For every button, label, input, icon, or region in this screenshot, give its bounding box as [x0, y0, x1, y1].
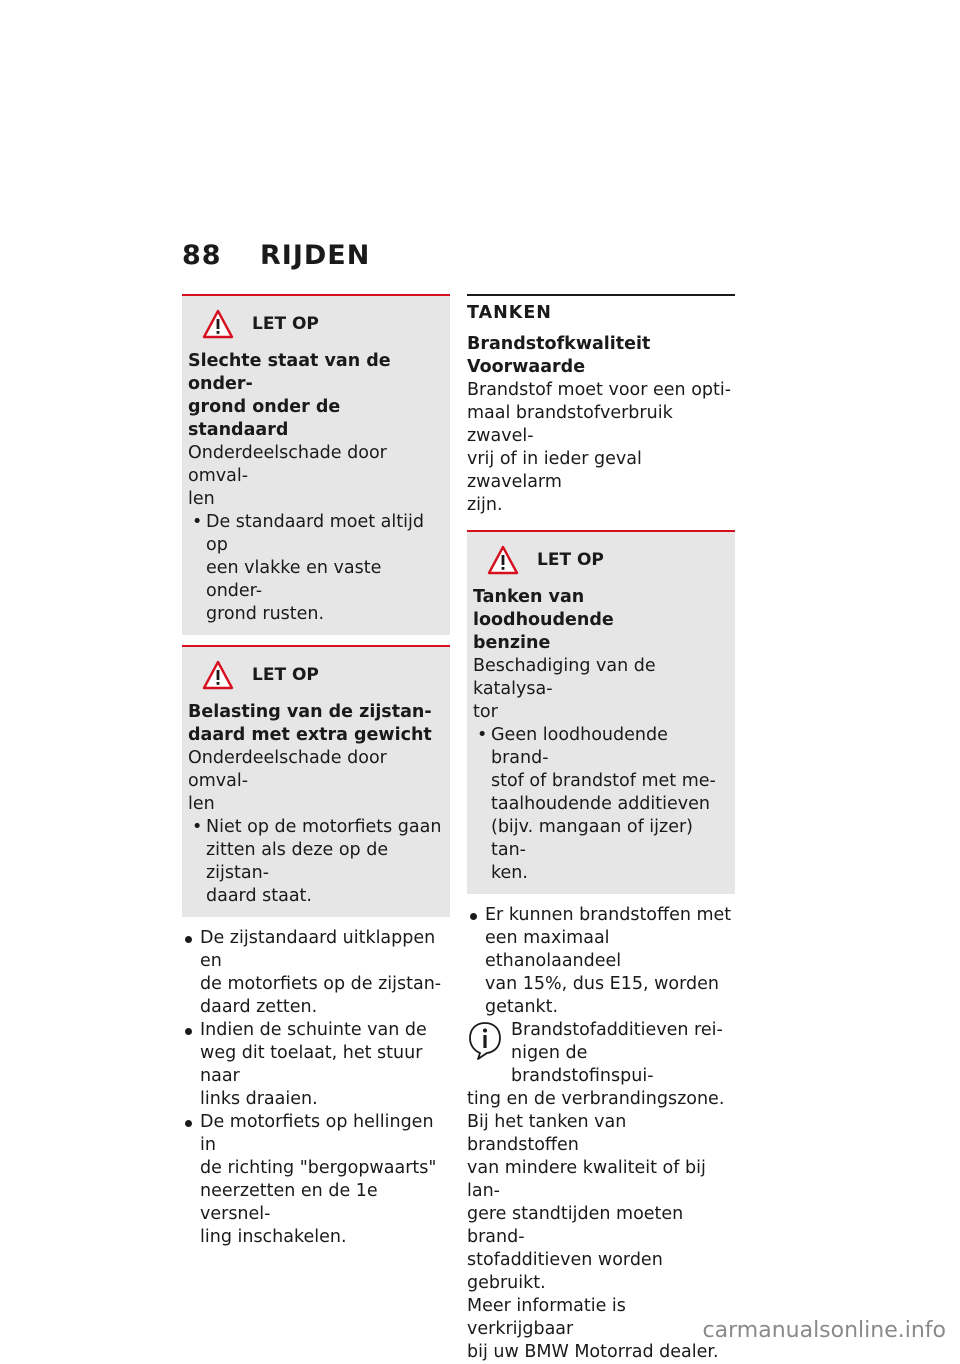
- warning-label: LET OP: [252, 313, 319, 334]
- warning-header: [487, 544, 727, 576]
- text-line: maal brandstofverbruik zwavel-: [467, 403, 673, 446]
- text-line: ling inschakelen.: [200, 1227, 347, 1247]
- warning-box-loodhoudend: [467, 530, 735, 894]
- step-item: [182, 1019, 450, 1111]
- section-heading: RIJDEN: [260, 240, 371, 271]
- warning-consequence: [473, 655, 727, 724]
- info-text-indented: [467, 1019, 735, 1088]
- text-line: Brandstof moet voor een opti-: [467, 380, 732, 400]
- text-line: De motorfiets op hellingen in: [200, 1112, 434, 1155]
- text-line: Er kunnen brandstoffen met: [485, 905, 732, 925]
- text-line: een vlakke en vaste onder-: [206, 558, 382, 601]
- text-line: Slechte staat van de onder-: [188, 351, 391, 394]
- text-line: gere standtijden moeten brand-: [467, 1204, 684, 1247]
- text-line: stof of brandstof met me-: [491, 771, 716, 791]
- warning-measure: [473, 724, 727, 885]
- text-line: de motorfiets op de zijstan-: [200, 974, 442, 994]
- text-line: grond rusten.: [206, 604, 325, 624]
- text-line: Indien de schuinte van de: [200, 1020, 427, 1040]
- info-icon: [467, 1021, 503, 1061]
- text-line: van 15%, dus E15, worden: [485, 974, 719, 994]
- text-line: van mindere kwaliteit of bij lan-: [467, 1158, 706, 1201]
- text-line: De zijstandaard uitklappen en: [200, 928, 436, 971]
- text-line: zijn.: [467, 495, 503, 515]
- text-line: de richting "bergopwaarts": [200, 1158, 437, 1178]
- text-line: ting en de verbrandingszone.: [467, 1089, 725, 1109]
- text-line: Onderdeelschade door omval-: [188, 443, 387, 486]
- text-line: getankt.: [485, 997, 559, 1017]
- warning-consequence: [188, 442, 442, 511]
- prerequisite-text: [467, 379, 735, 517]
- text-line: vrij of in ieder geval zwavelarm: [467, 449, 642, 492]
- text-line: daard zetten.: [200, 997, 318, 1017]
- watermark: carmanualsonline.info: [702, 1318, 946, 1343]
- warning-title: [188, 701, 442, 747]
- text-line: bij uw BMW Motorrad dealer.: [467, 1342, 719, 1362]
- text-line: grond onder de standaard: [188, 397, 341, 440]
- warning-triangle-icon: [202, 660, 234, 690]
- step-item: [182, 1111, 450, 1249]
- step-item: [467, 904, 735, 1019]
- text-line: • De standaard moet altijd op: [206, 512, 424, 555]
- warning-consequence: [188, 747, 442, 816]
- text-line: benzine: [473, 633, 551, 653]
- text-line: taalhoudende additieven: [491, 794, 710, 814]
- warning-label: LET OP: [252, 664, 319, 685]
- text-line: Belasting van de zijstan-: [188, 702, 432, 722]
- text-line: tor: [473, 702, 498, 722]
- text-line: een maximaal ethanolaandeel: [485, 928, 622, 971]
- warning-header: [202, 308, 442, 340]
- prerequisite-title: Voorwaarde: [467, 357, 586, 377]
- info-note: [467, 1019, 735, 1364]
- warning-measure: [188, 816, 442, 908]
- text-line: links draaien.: [200, 1089, 318, 1109]
- left-column: [182, 294, 450, 1249]
- text-line: daard staat.: [206, 886, 312, 906]
- text-line: ken.: [491, 863, 528, 883]
- text-line: (bijv. mangaan of ijzer) tan-: [491, 817, 693, 860]
- warning-box-zijstandaard: [182, 645, 450, 917]
- text-line: Beschadiging van de katalysa-: [473, 656, 656, 699]
- text-line: Brandstofadditieven rei-: [511, 1020, 723, 1040]
- section-title: TANKEN: [467, 294, 735, 325]
- text-line: nigen de brandstofinspui-: [511, 1043, 654, 1086]
- text-line: Meer informatie is verkrijgbaar: [467, 1296, 626, 1339]
- page-header: [182, 240, 370, 271]
- warning-label: LET OP: [537, 549, 604, 570]
- text-line: • Geen loodhoudende brand-: [491, 725, 668, 768]
- warning-triangle-icon: [487, 545, 519, 575]
- text-line: Bij het tanken van brandstoffen: [467, 1112, 627, 1155]
- text-line: len: [188, 489, 215, 509]
- text-line: Onderdeelschade door omval-: [188, 748, 387, 791]
- warning-title: [188, 350, 442, 442]
- step-item: [182, 927, 450, 1019]
- warning-header: [202, 659, 442, 691]
- info-text: [467, 1088, 735, 1364]
- text-line: daard met extra gewicht: [188, 725, 432, 745]
- text-line: Tanken van loodhoudende: [473, 587, 614, 630]
- text-line: • Niet op de motorfiets gaan: [206, 817, 442, 837]
- page-number: 88: [182, 240, 222, 271]
- warning-measure: [188, 511, 442, 626]
- text-line: weg dit toelaat, het stuur naar: [200, 1043, 423, 1086]
- warning-triangle-icon: [202, 309, 234, 339]
- text-line: len: [188, 794, 215, 814]
- right-column: [467, 294, 735, 1364]
- warning-box-standaard: [182, 294, 450, 635]
- text-line: zitten als deze op de zijstan-: [206, 840, 389, 883]
- warning-title: [473, 586, 727, 655]
- text-line: stofadditieven worden gebruikt.: [467, 1250, 663, 1293]
- subsection-title: Brandstofkwaliteit: [467, 334, 651, 354]
- text-line: neerzetten en de 1e versnel-: [200, 1181, 378, 1224]
